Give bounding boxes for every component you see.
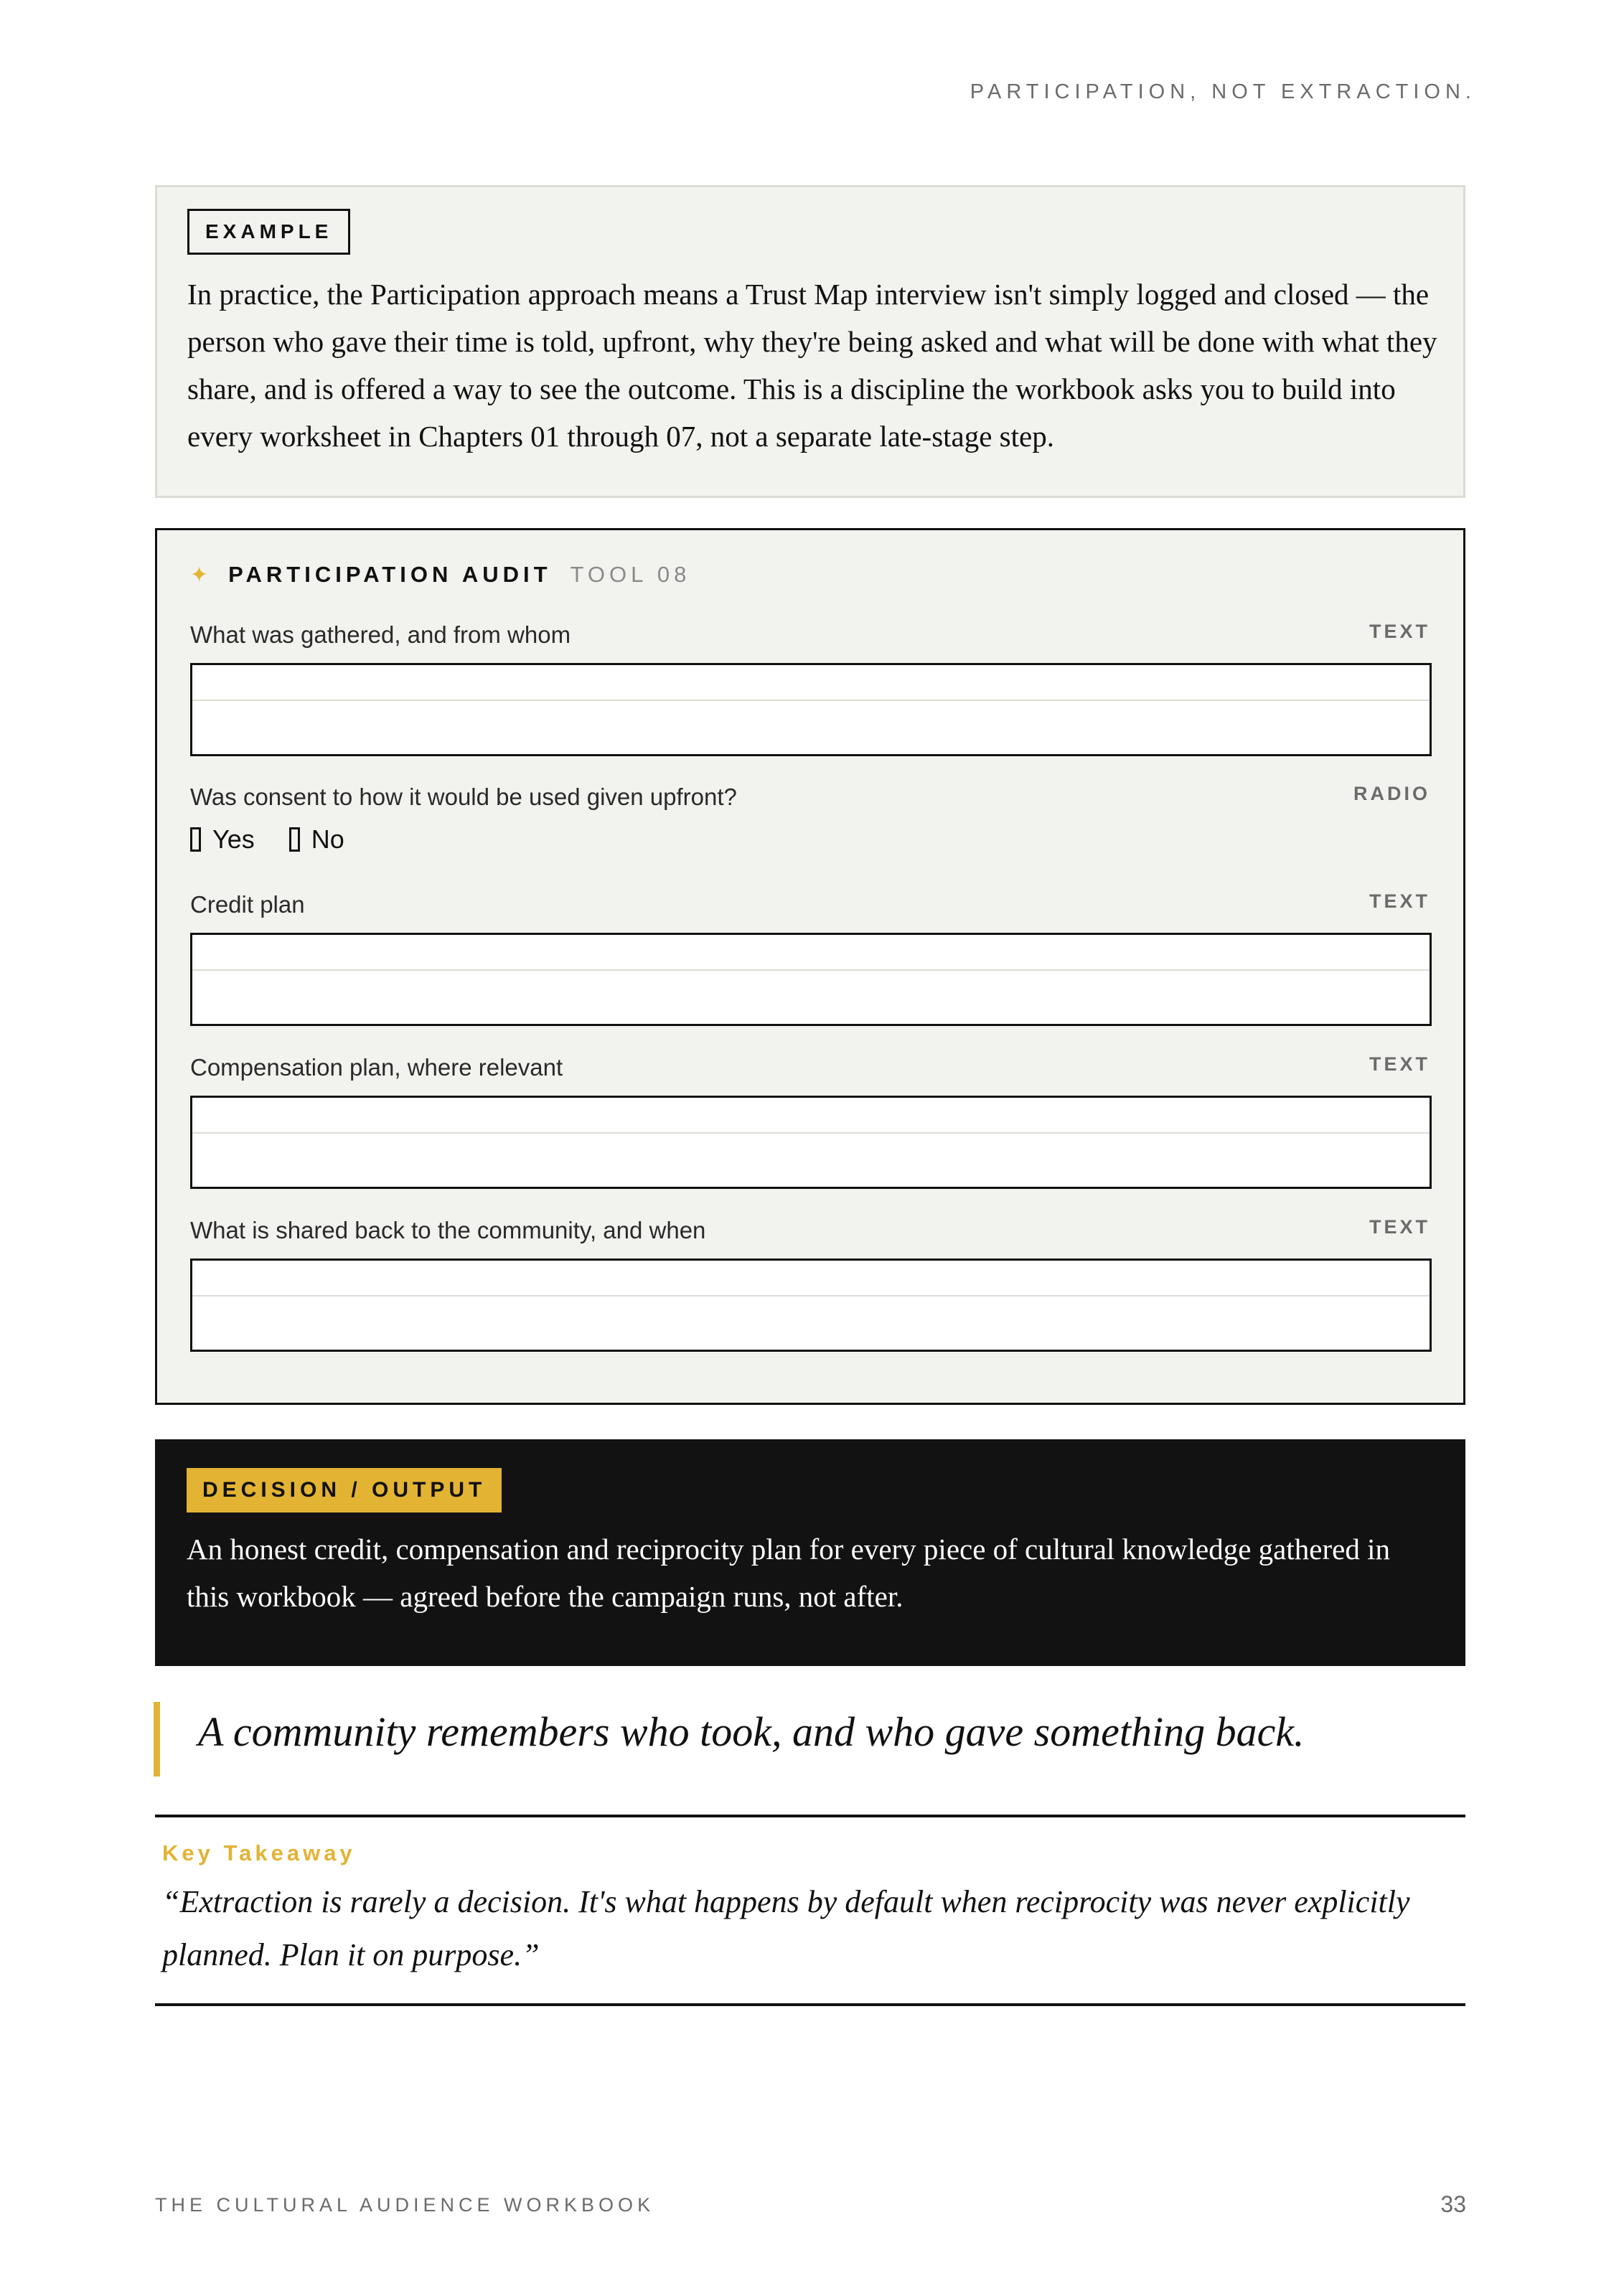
compensation-plan-input[interactable] bbox=[190, 1096, 1432, 1189]
footer-book-title: THE CULTURAL AUDIENCE WORKBOOK bbox=[155, 2194, 655, 2216]
credit-plan-input[interactable] bbox=[190, 933, 1432, 1026]
star-icon: ✦ bbox=[190, 563, 209, 587]
example-tag: EXAMPLE bbox=[187, 209, 350, 255]
input-rule bbox=[192, 1295, 1430, 1297]
input-rule bbox=[192, 1132, 1430, 1134]
radio-yes[interactable] bbox=[190, 824, 255, 855]
field-type-shared-back: TEXT bbox=[1369, 1216, 1430, 1238]
field-type-gathered: TEXT bbox=[1369, 621, 1430, 642]
decision-text: An honest credit, compensation and reciprocity plan for every piece of cultural knowledge gathered in this workbook — agreed before the campaign runs, not after. bbox=[187, 1533, 1390, 1613]
decision-output-panel bbox=[155, 1439, 1465, 1666]
example-callout bbox=[155, 185, 1465, 498]
field-type-compensation: TEXT bbox=[1369, 1053, 1430, 1075]
field-type-credit: TEXT bbox=[1369, 890, 1430, 912]
takeaway-rule-bottom bbox=[155, 2003, 1465, 2006]
consent-radio-group bbox=[190, 824, 379, 855]
example-text: In practice, the Participation approach means a Trust Map interview isn't simply logged and closed — the person who gave their time is told, upfront, why they're being asked and what will be done with what they share, and is offered a way to see the outcome. This is a discipline the workbook asks you to build into every worksheet in Chapters 01 through 07, not a separate late-stage step. bbox=[187, 278, 1437, 453]
decision-tag: DECISION / OUTPUT bbox=[187, 1468, 502, 1512]
radio-yes-label: Yes bbox=[212, 824, 255, 854]
tool-header bbox=[190, 562, 690, 588]
shared-back-input[interactable] bbox=[190, 1258, 1432, 1352]
field-label-gathered: What was gathered, and from whom bbox=[190, 621, 571, 648]
radio-no[interactable] bbox=[289, 824, 344, 855]
input-rule bbox=[192, 969, 1430, 971]
page-number: 33 bbox=[1440, 2191, 1466, 2217]
tool-number: TOOL 08 bbox=[570, 562, 691, 587]
field-label-shared-back: What is shared back to the community, and when bbox=[190, 1217, 706, 1243]
field-type-consent: RADIO bbox=[1353, 783, 1430, 804]
gathered-input[interactable] bbox=[190, 663, 1432, 756]
radio-box-icon[interactable] bbox=[289, 827, 300, 852]
running-head: PARTICIPATION, NOT EXTRACTION. bbox=[970, 80, 1476, 103]
participation-audit-tool bbox=[155, 528, 1465, 1405]
input-rule bbox=[192, 700, 1430, 701]
radio-no-label: No bbox=[311, 824, 344, 854]
field-label-compensation: Compensation plan, where relevant bbox=[190, 1054, 563, 1081]
field-label-credit: Credit plan bbox=[190, 891, 305, 918]
tool-title: PARTICIPATION AUDIT bbox=[228, 562, 552, 587]
key-takeaway-quote: “Extraction is rarely a decision. It's what happens by default when reciprocity was never explicitly planned. Plan it on purpose.” bbox=[162, 1884, 1410, 1972]
key-takeaway-label: Key Takeaway bbox=[162, 1840, 356, 1866]
pull-quote: A community remembers who took, and who gave something back. bbox=[198, 1708, 1305, 1755]
field-label-consent: Was consent to how it would be used given upfront? bbox=[190, 784, 737, 810]
pull-quote-bar bbox=[154, 1702, 160, 1777]
radio-box-icon[interactable] bbox=[190, 827, 201, 852]
takeaway-rule-top bbox=[155, 1815, 1465, 1817]
